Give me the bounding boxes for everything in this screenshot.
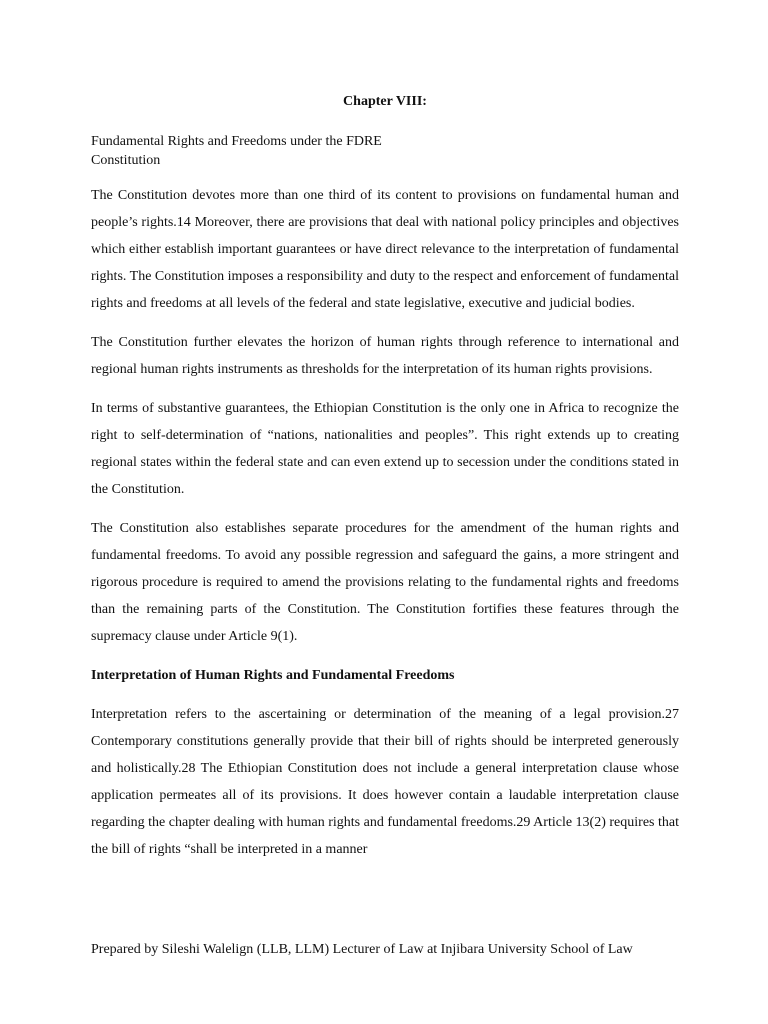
paragraph-self-determination: In terms of substantive guarantees, the Ethiopian Constitution is the only one in Africa to recognize the right to self-determination of “nations, nationalities and peoples”. This right extends up to creating regional states within the federal state and can even extend up to secession under the conditions stated in the Constitution.: [91, 401, 679, 497]
document-page: [91, 0, 679, 1024]
chapter-title: Chapter VIII:: [343, 94, 427, 109]
page-footer: Prepared by Sileshi Walelign (LLB, LLM) Lecturer of Law at Injibara University School of Law: [91, 942, 633, 957]
body-text: [91, 182, 679, 875]
section-title-line-1: Fundamental Rights and Freedoms under the FDRE: [91, 134, 382, 149]
paragraph-amendment-procedures: The Constitution also establishes separate procedures for the amendment of the human rights and fundamental freedoms. To avoid any possible regression and safeguard the gains, a more stringent and rigorous procedure is required to amend the provisions relating to the fundamental rights and freedoms than the remaining parts of the Constitution. The Constitution fortifies these features through the supremacy clause under Article 9(1).: [91, 521, 679, 644]
subheading-interpretation: Interpretation of Human Rights and Fundamental Freedoms: [91, 668, 455, 683]
section-title-line-2: Constitution: [91, 153, 161, 168]
paragraph-international-instruments: The Constitution further elevates the horizon of human rights through reference to international and regional human rights instruments as thresholds for the interpretation of its human rights provisions.: [91, 335, 679, 377]
section-title: [91, 132, 679, 170]
paragraph-rights-content: The Constitution devotes more than one third of its content to provisions on fundamental human and people’s rights.14 Moreover, there are provisions that deal with national policy principles and objectives which either establish important guarantees or have direct relevance to the interpretation of fundamental rights. The Constitution imposes a responsibility and duty to the respect and enforcement of fundamental rights and freedoms at all levels of the federal and state legislative, executive and judicial bodies.: [91, 188, 680, 311]
paragraph-interpretation: Interpretation refers to the ascertaining or determination of the meaning of a legal provision.27 Contemporary constitutions generally provide that their bill of rights should be interpreted generously and holistically.28 The Ethiopian Constitution does not include a general interpretation clause whose application permeates all of its provisions. It does however contain a laudable interpretation clause regarding the chapter dealing with human rights and fundamental freedoms.29 Article 13(2) requires that the bill of rights “shall be interpreted in a manner: [91, 707, 679, 857]
